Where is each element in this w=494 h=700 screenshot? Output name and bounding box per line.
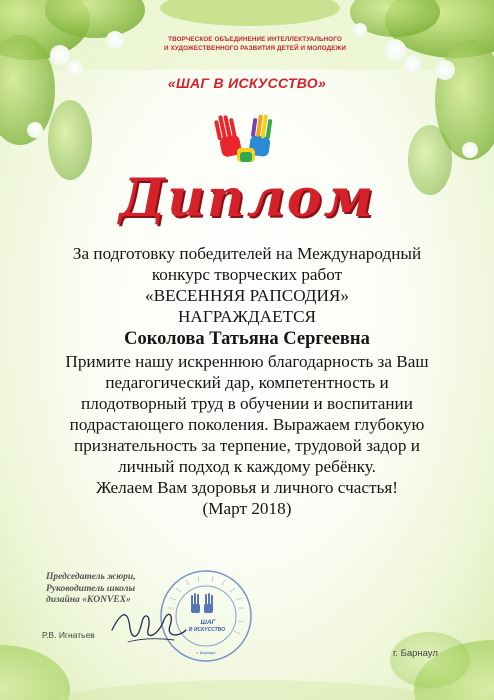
body-line: признательность за терпение, трудовой задор и	[74, 436, 420, 455]
organization-line-1: ТВОРЧЕСКОЕ ОБЪЕДИНЕНИЕ ИНТЕЛЛЕКТУАЛЬНОГО	[168, 36, 342, 43]
painted-hands-logo-icon	[210, 108, 282, 168]
wishes-line: Желаем Вам здоровья и личного счастья!	[96, 478, 398, 497]
body-line: личный подход к каждому ребёнку.	[118, 457, 376, 476]
diploma-body	[30, 243, 464, 519]
stamp-city-text: г. Барнаул	[196, 650, 216, 655]
signatory-name: Р.В. Игнатьев	[42, 630, 95, 640]
diploma-title: Диплом	[118, 168, 376, 229]
body-line: Примите нашу искреннюю благодарность за Ваш	[65, 352, 429, 371]
handwritten-signature-icon	[108, 600, 188, 650]
award-date: (Март 2018)	[202, 499, 292, 518]
body-line: конкурс творческих работ	[151, 265, 343, 284]
contest-name: «ВЕСЕННЯЯ РАПСОДИЯ»	[145, 286, 349, 305]
stamp-logo-text-1: ШАГ	[200, 619, 216, 626]
signatory-role-line: дизайна «KONVEX»	[46, 595, 131, 605]
body-line: плодотворный труд в обучении и воспитании	[81, 394, 413, 413]
body-line: подрастающего поколения. Выражаем глубокую	[69, 415, 425, 434]
stamp-logo-text-2: В ИСКУССТВО	[188, 627, 226, 633]
signatory-role-line: Председатель жюри,	[46, 572, 136, 582]
recipient-name: Соколова Татьяна Сергеевна	[124, 329, 370, 349]
awarded-label: НАГРАЖДАЕТСЯ	[178, 307, 316, 326]
logo-title: «ШАГ В ИСКУССТВО»	[167, 75, 327, 91]
body-line: педагогический дар, компетентность и	[105, 373, 389, 392]
body-line: За подготовку победителей на Международный	[72, 244, 422, 263]
signatory-role-line: Руководитель школы	[46, 583, 136, 594]
organization-line-2: И ХУДОЖЕСТВЕННОГО РАЗВИТИЯ ДЕТЕЙ И МОЛОДЕЖИ	[164, 45, 346, 52]
city-label: г. Барнаул	[393, 648, 438, 659]
